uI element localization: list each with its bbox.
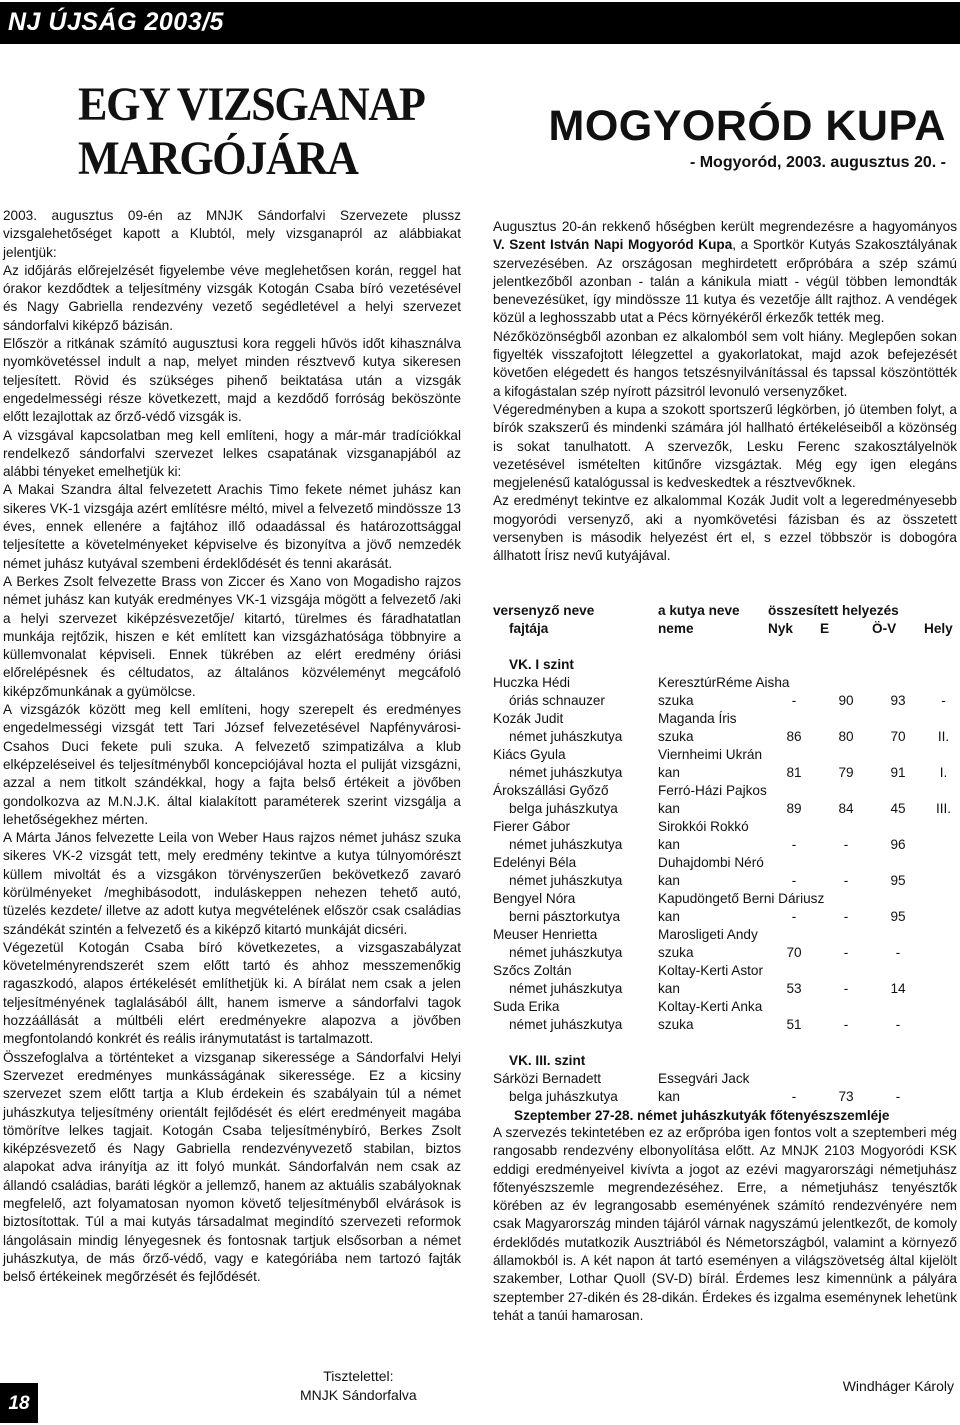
score-ov: 96	[890, 837, 906, 852]
table-row	[493, 1089, 960, 1107]
left-paragraph: A Makai Szandra által felvezetett Arachis Timo fekete német juhász kan sikeres VK-1 vizsgája azért említésre méltó, mivel a felvezető mindössze 13 éves, ennek ellenére a fajtához illő odaadással és határozottsággal teljesítette a követelményeket képviselve és bizonyítva a jövő nemzedék német juhász kutyával szembeni érdeklődését és tenni akarását.	[3, 482, 461, 571]
score-e: -	[843, 981, 849, 996]
competitor-name: Huczka Hédi	[493, 675, 571, 690]
header-nyk: Nyk	[768, 621, 793, 636]
header-sex: neme	[658, 621, 694, 636]
score-nyk: -	[791, 1089, 797, 1104]
dog-breed: német juhászkutya	[509, 729, 623, 744]
score-e: 90	[838, 693, 854, 708]
score-e: -	[843, 873, 849, 888]
placement	[924, 981, 960, 999]
dog-sex: kan	[658, 981, 680, 996]
right-p1-bold: V. Szent István Napi Mogyoród Kupa	[493, 237, 733, 253]
dog-breed: belga juhászkutya	[509, 1089, 618, 1104]
score-ov: 45	[890, 801, 906, 816]
right-paragraph	[493, 218, 957, 328]
dog-name: Koltay-Kerti Astor	[658, 963, 764, 978]
results-header-row	[493, 621, 960, 639]
score-ov: -	[895, 1017, 901, 1032]
table-row	[493, 981, 960, 999]
dog-sex: kan	[658, 801, 680, 816]
table-row	[493, 765, 960, 783]
table-row	[493, 855, 960, 873]
table-row	[493, 999, 960, 1017]
score-e: 80	[838, 729, 854, 744]
score-e: 84	[838, 801, 854, 816]
score-e: 73	[838, 1089, 854, 1104]
score-nyk: -	[791, 873, 797, 888]
left-title-line2: MARGÓJÁRA	[78, 132, 358, 185]
placement	[924, 945, 960, 963]
left-paragraph: A Márta János felvezette Leila von Weber Haus rajzos német juhász szuka sikeres VK-2 vizsgát tett, mely eredmény tekintve a kutya túlnyomórészt küllem mivoltát és a vizsgákon törvényszerűen bekövetkező zavaró körülményeket /meghibásodott, induláskeppen nehezen tehető autó, tüzelés kezdete/ illetve az adott kutya megvételének először csak családias szándékát szintén a felvezető és a kiképző kitartó munkáját dicséri.	[3, 830, 461, 937]
score-ov: 91	[890, 765, 906, 780]
dog-breed: német juhászkutya	[509, 1017, 623, 1032]
left-paragraph: Végezetül Kotogán Csaba bíró következetes, a vizsgaszabályzat követelményrendszerét szem előtt tartó és ahhoz messzemenőkig ragaszkodó, alapos értékelését említhetjük ki. A bírálat nem csak a jelen teljesítményének taglalásából állt, hanem ismerve a sándorfalvi tagok hozzáállását a múltbéli elért eredményekre alapozva a jövőben megfontolandó konkrét és reális iránymutatást is tartalmazott.	[3, 939, 461, 1047]
right-title-sub: - Mogyoród, 2003. augusztus 20. -	[689, 154, 946, 171]
score-nyk: -	[791, 909, 797, 924]
score-e: -	[843, 837, 849, 852]
dog-sex: kan	[658, 837, 680, 852]
dog-name: Essegvári Jack	[658, 1071, 750, 1086]
right-paragraph: Nézőközönségből azonban ez alkalomból sem volt hiány. Meglepően sokan figyelték visszafojtott lélegzettel a gyakorlatokat, majd azok befejezését követően elégedett és hangos tetszésnyilvánítással és tapssal köszöntötték a kifogástalan szép nyírott pázsitról levonuló versenyzőket.	[493, 328, 957, 399]
table-row	[493, 693, 960, 711]
section-label: VK. I szint	[509, 657, 574, 672]
table-row	[493, 729, 960, 747]
page-number: 18	[0, 1383, 38, 1423]
score-ov: 14	[890, 981, 906, 996]
competitor-name: Suda Erika	[493, 999, 560, 1014]
score-e: -	[843, 1017, 849, 1032]
dog-breed: berni pásztorkutya	[509, 909, 621, 924]
table-row	[493, 1017, 960, 1035]
header-overall-placement: összesített helyezés	[768, 603, 899, 618]
dog-name: Marosligeti Andy	[658, 927, 758, 942]
dog-name: Sirokkói Rokkó	[658, 819, 749, 834]
score-nyk: -	[791, 693, 797, 708]
dog-sex: szuka	[658, 945, 694, 960]
score-e: -	[843, 945, 849, 960]
header-e: E	[820, 621, 830, 636]
placement	[924, 1017, 960, 1035]
score-nyk: -	[791, 837, 797, 852]
left-article-title	[78, 78, 425, 186]
table-row	[493, 675, 960, 693]
event-title: Szeptember 27-28. német juhászkutyák főtenyészszemléje	[514, 1108, 890, 1123]
competitor-name: Sárközi Bernadett	[493, 1071, 602, 1086]
right-paragraph: Az eredményt tekintve ez alkalommal Kozák Judit volt a legeredményesebb mogyoródi versenyző, aki a nyomkövetési fázisban és az összetett versenyben is második helyezést ért el, s ezzel többször is dobogóra állhatott Írisz nevű kutyájával.	[493, 493, 957, 564]
left-article-body	[3, 207, 461, 1287]
placement	[924, 837, 960, 855]
dog-sex: kan	[658, 1089, 680, 1104]
dog-sex: szuka	[658, 693, 694, 708]
left-signature-line2: MNJK Sándorfalva	[300, 1387, 417, 1403]
score-nyk: 53	[786, 981, 802, 996]
results-section-row	[493, 657, 960, 675]
score-nyk: 86	[786, 729, 802, 744]
score-ov: 95	[890, 873, 906, 888]
placement	[924, 1089, 960, 1107]
table-row	[493, 927, 960, 945]
competitor-name: Szőcs Zoltán	[493, 963, 572, 978]
dog-breed: német juhászkutya	[509, 873, 623, 888]
dog-breed: német juhászkutya	[509, 765, 623, 780]
left-title-line1: EGY VIZSGANAP	[78, 78, 425, 131]
dog-name: KeresztúrRéme Aisha	[658, 675, 790, 690]
placement	[924, 873, 960, 891]
right-title-main: MOGYORÓD KUPA	[548, 102, 946, 150]
table-row	[493, 837, 960, 855]
spacer-row	[493, 639, 960, 657]
dog-breed: óriás schnauzer	[509, 693, 605, 708]
placement: -	[941, 693, 946, 708]
table-row	[493, 747, 960, 765]
competitor-name: Kozák Judit	[493, 711, 564, 726]
results-table	[493, 603, 960, 1107]
placement: III.	[935, 801, 952, 816]
dog-breed: német juhászkutya	[509, 945, 623, 960]
section-label: VK. III. szint	[509, 1053, 586, 1068]
score-ov: 95	[890, 909, 906, 924]
dog-sex: kan	[658, 873, 680, 888]
dog-name: Kapudöngető Berni Dáriusz	[658, 891, 825, 906]
results-header-row	[493, 603, 960, 621]
right-article-body	[493, 218, 957, 566]
header-hely: Hely	[924, 621, 953, 636]
dog-sex: szuka	[658, 729, 694, 744]
right-paragraph: Végeredményben a kupa a szokott sportszerű légkörben, jó ütemben folyt, a bírók szakszerű és mindenki számára jól hallható értékeléseiből a közönség is sokat tanulhatott. A szervezők, Lesku Ferenc szakosztályelnök vezetésével ismételten kitűnőre vizsgáztak. Még egy igen elegáns megjelenésű katalógussal is kedveskedtek a résztvevőknek.	[493, 401, 957, 491]
right-p1-pre: Augusztus 20-án rekkenő hőségben került megrendezésre a hagyományos	[493, 219, 957, 234]
competitor-name: Meuser Henrietta	[493, 927, 598, 942]
right-article-title	[549, 100, 947, 172]
event-text: A szervezés tekintetében ez az erőpróba igen fontos volt a szeptemberi még rangosabb rendezvény elbonyolítása előtt. Az MNJK 2103 Mogyoródi KSK eddigi eredményeivel kivívta a jogot az ezévi magyarországi németjuhász főtenyészszemle megrendezéséhez. Erre, a németjuhász tenyésztők körében az év legrangosabb eseményének számító rendezvényére nem csak Magyarország minden tájáról várnak nagyszámú jelentkezőt, de komoly érdeklődés mutatkozik Ausztriából és Németországból, valamint a környező államokból is. A két napon át tartó eseményen a világszövetség által kijelölt szakember, Lothar Quoll (SV-D) bírál. Érdemes lesz kimennünk a pályára szeptember 27-dikén és 28-dikán. Érdekes és izgalma eseménynek lehetünk tehát a tanúi hamarosan.	[493, 1125, 957, 1323]
left-paragraph: 2003. augusztus 09-én az MNJK Sándorfalvi Szervezete plussz vizsgalehetőséget kapott a Klubtól, mely vizsganapról az alábbiakat jelentjük:	[3, 208, 461, 260]
dog-name: Duhajdombi Néró	[658, 855, 764, 870]
score-nyk: 70	[786, 945, 802, 960]
dog-name: Koltay-Kerti Anka	[658, 999, 763, 1014]
table-row	[493, 783, 960, 801]
left-paragraph: Az időjárás előrejelzését figyelembe véve meglehetősen korán, reggel hat órakor kezdődtek a teljesítmény vizsgák Kotogán Csaba bíró vezetésével és Nagy Gabriella rendezvény vezető segédletével a helyi szervezet sándorfalvi kiképző bázisán.	[3, 262, 461, 333]
score-ov: -	[895, 1089, 901, 1104]
competitor-name: Fierer Gábor	[493, 819, 571, 834]
table-row	[493, 1071, 960, 1089]
score-nyk: 81	[786, 765, 802, 780]
left-paragraph: Összefoglalva a történteket a vizsganap sikeressége a Sándorfalvi Helyi Szervezet eredményes munkásságának sikeressége. Ez a kicsiny szervezet szem előtt tartja a Klub érdekein és szabályain túl a német juhászkutya teljesítmény orientált fejlődését és elért eredményeit magába tömörítve lelkes tagjait. Kotogán Csaba teljesítménybíró, Berkes Zsolt kiképzésvezető és Nagy Gabriella rendezvényvezető stabilan, biztos alapokat adva irányítja az itt folyó munkát. Sándorfalván nem csak az állandó családias, baráti légkör a jellemző, hanem az aktuális szabályoknak megfelelő, azt folyamatosan nyomon követő teljesítményből elvárások is biztosítottak. Túl a mai kutyás társadalmat megindító szervezeti reformok lángolásain mindig lényegesnek és fontosnak tartjuk elsősorban a német juhászkutya, de más őrző-védő, vagy e kategóriába nem tartozó fajták belső értékeinek megőrzését és fejlődését.	[3, 1049, 461, 1285]
header-breed: fajtája	[509, 621, 549, 636]
table-row	[493, 819, 960, 837]
header-competitor: versenyző neve	[493, 603, 595, 618]
dog-sex: kan	[658, 765, 680, 780]
table-row	[493, 801, 960, 819]
dog-breed: német juhászkutya	[509, 837, 623, 852]
table-row	[493, 909, 960, 927]
right-p1-post: , a Sportkör Kutyás Szakosztályának szervezésében. Az országosan meghirdetett erőpróbára a szép számú jelentkezőből azonban - talán a kánikula miatt - végül többen lemondták benevezésüket, így mindössze 11 kutya és vezetője állt rajthoz. A vendégek közül a leghosszabb utat a Pécs környékéről érkezők tették meg.	[493, 237, 957, 326]
table-row	[493, 945, 960, 963]
competitor-name: Kiács Gyula	[493, 747, 566, 762]
dog-sex: szuka	[658, 1017, 694, 1032]
dog-name: Maganda Íris	[658, 711, 737, 726]
dog-breed: német juhászkutya	[509, 981, 623, 996]
score-nyk: 89	[786, 801, 802, 816]
placement: II.	[937, 729, 950, 744]
right-signature: Windháger Károly	[842, 1378, 954, 1394]
competitor-name: Edelényi Béla	[493, 855, 577, 870]
dog-name: Ferró-Házi Pajkos	[658, 783, 767, 798]
table-row	[493, 711, 960, 729]
spacer-row	[493, 1035, 960, 1053]
left-paragraph: A vizsgázók között meg kell említeni, hogy szerepelt és eredményes engedelmességi vizsgát tett Tari József felvezetésével Napfényvárosi-Csahos Duci fekete puli szuka. A felvezető szimpatizálva a klub elképzeléseivel és teljesítményből koncepciójával hozta el puliját vizsgázni, azzal a nem titkolt szándékkal, hogy a fajta belső értékeit a jövőben gondolkozva az M.N.J.K. által kialakított paraméterek szerint vizsgálja a lehetőségekhez mérten.	[3, 702, 461, 827]
left-paragraph: Először a ritkának számító augusztusi kora reggeli hűvös időt kihasználva nyomkövetéssel indult a nap, melyet minden résztvevő kutya sikeresen teljesített. Rövid és szükséges pihenő beiktatása után a vizsgák engedelmességi része következett, majd a kezdődő forróság beköszönte előtt lezajlottak az őrző-védő vizsgák is.	[3, 336, 461, 425]
dog-breed: belga juhászkutya	[509, 801, 618, 816]
header-dog-name: a kutya neve	[658, 603, 740, 618]
placement: I.	[939, 765, 948, 780]
table-row	[493, 873, 960, 891]
left-signature-line1: Tisztelettel:	[323, 1368, 394, 1384]
left-paragraph: A Berkes Zsolt felvezette Brass von Ziccer és Xano von Mogadisho rajzos német juhász kan kutyák eredményes VK-1 vizsgája mögött a felvezető /aki a helyi szervezet kiképzésvezetője/ kitartó, türelmes és fáradhatatlan munkája rejtőzik, hiszen e két említett kan vizsgázhatósága többnyire a küllemvonalat képviseli. Ennek tükrében az elért eredmény óriási előrelépésnek és céltudatos, az általános közvéleményt megcáfoló kiképzőmunkának a gyümölcse.	[3, 573, 461, 699]
placement	[924, 909, 960, 927]
score-nyk: 51	[786, 1017, 802, 1032]
left-paragraph: A vizsgával kapcsolatban meg kell említeni, hogy a már-már tradíciókkal rendelkező sándorfalvi szervezet lelkes csapatának vizsganapjából az alábbi tényeket emelhetjük ki:	[3, 427, 461, 480]
score-ov: -	[895, 945, 901, 960]
score-ov: 93	[890, 693, 906, 708]
competitor-name: Árokszállási Győző	[493, 783, 609, 798]
score-e: 79	[838, 765, 854, 780]
score-e: -	[843, 909, 849, 924]
table-row	[493, 963, 960, 981]
issue-header-bar	[0, 2, 960, 44]
table-row	[493, 891, 960, 909]
competitor-name: Bengyel Nóra	[493, 891, 576, 906]
results-section-row	[493, 1053, 960, 1071]
issue-label: NJ ÚJSÁG 2003/5	[8, 8, 224, 36]
dog-name: Viernheimi Ukrán	[658, 747, 763, 762]
header-ov: Ö-V	[872, 621, 897, 636]
dog-sex: kan	[658, 909, 680, 924]
left-signature	[300, 1367, 417, 1405]
score-ov: 70	[890, 729, 906, 744]
